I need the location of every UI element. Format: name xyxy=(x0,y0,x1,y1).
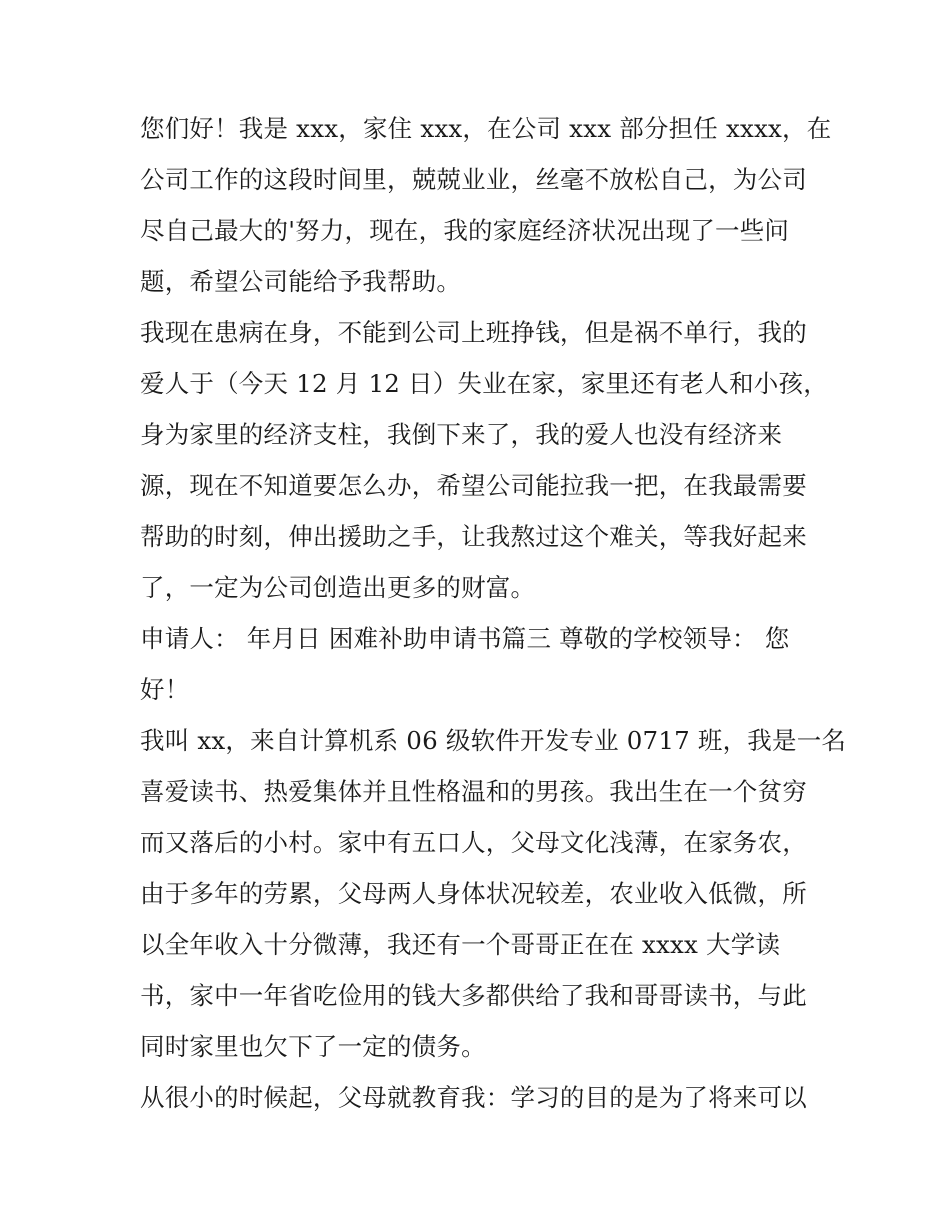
text-line: 申请人： 年月日 困难补助申请书篇三 尊敬的学校领导： 您 xyxy=(140,624,790,653)
text-line: 由于多年的劳累，父母两人身体状况较差，农业收入低微，所 xyxy=(140,879,807,908)
text-line: 帮助的时刻，伸出援助之手，让我熬过这个难关，等我好起来 xyxy=(140,522,807,551)
text-line: 您们好！我是 xxx，家住 xxx，在公司 xxx 部分担任 xxxx，在 xyxy=(140,114,832,143)
text-line: 以全年收入十分微薄，我还有一个哥哥正在在 xxxx 大学读 xyxy=(140,930,781,959)
text-line: 我叫 xx，来自计算机系 06 级软件开发专业 0717 班，我是一名 xyxy=(140,726,847,755)
text-line: 我现在患病在身，不能到公司上班挣钱，但是祸不单行，我的 xyxy=(140,318,807,347)
text-line: 而又落后的小村。家中有五口人，父母文化浅薄，在家务农， xyxy=(140,828,807,857)
text-line: 喜爱读书、热爱集体并且性格温和的男孩。我出生在一个贫穷 xyxy=(140,777,807,806)
text-line: 身为家里的经济支柱，我倒下来了，我的爱人也没有经济来 xyxy=(140,420,783,449)
text-line: 了，一定为公司创造出更多的财富。 xyxy=(140,573,536,602)
text-line: 从很小的时候起，父母就教育我：学习的目的是为了将来可以 xyxy=(140,1083,807,1112)
text-line: 同时家里也欠下了一定的债务。 xyxy=(140,1032,486,1061)
text-line: 源，现在不知道要怎么办，希望公司能拉我一把，在我最需要 xyxy=(140,471,807,500)
text-line: 书，家中一年省吃俭用的钱大多都供给了我和哥哥读书，与此 xyxy=(140,981,807,1010)
text-line: 爱人于（今天 12 月 12 日）失业在家，家里还有老人和小孩， xyxy=(140,369,828,398)
text-line: 公司工作的这段时间里，兢兢业业，丝毫不放松自己，为公司 xyxy=(140,165,807,194)
text-line: 尽自己最大的'努力，现在，我的家庭经济状况出现了一些问 xyxy=(140,216,790,245)
text-line: 题，希望公司能给予我帮助。 xyxy=(140,267,462,296)
text-line: 好！ xyxy=(140,675,190,704)
